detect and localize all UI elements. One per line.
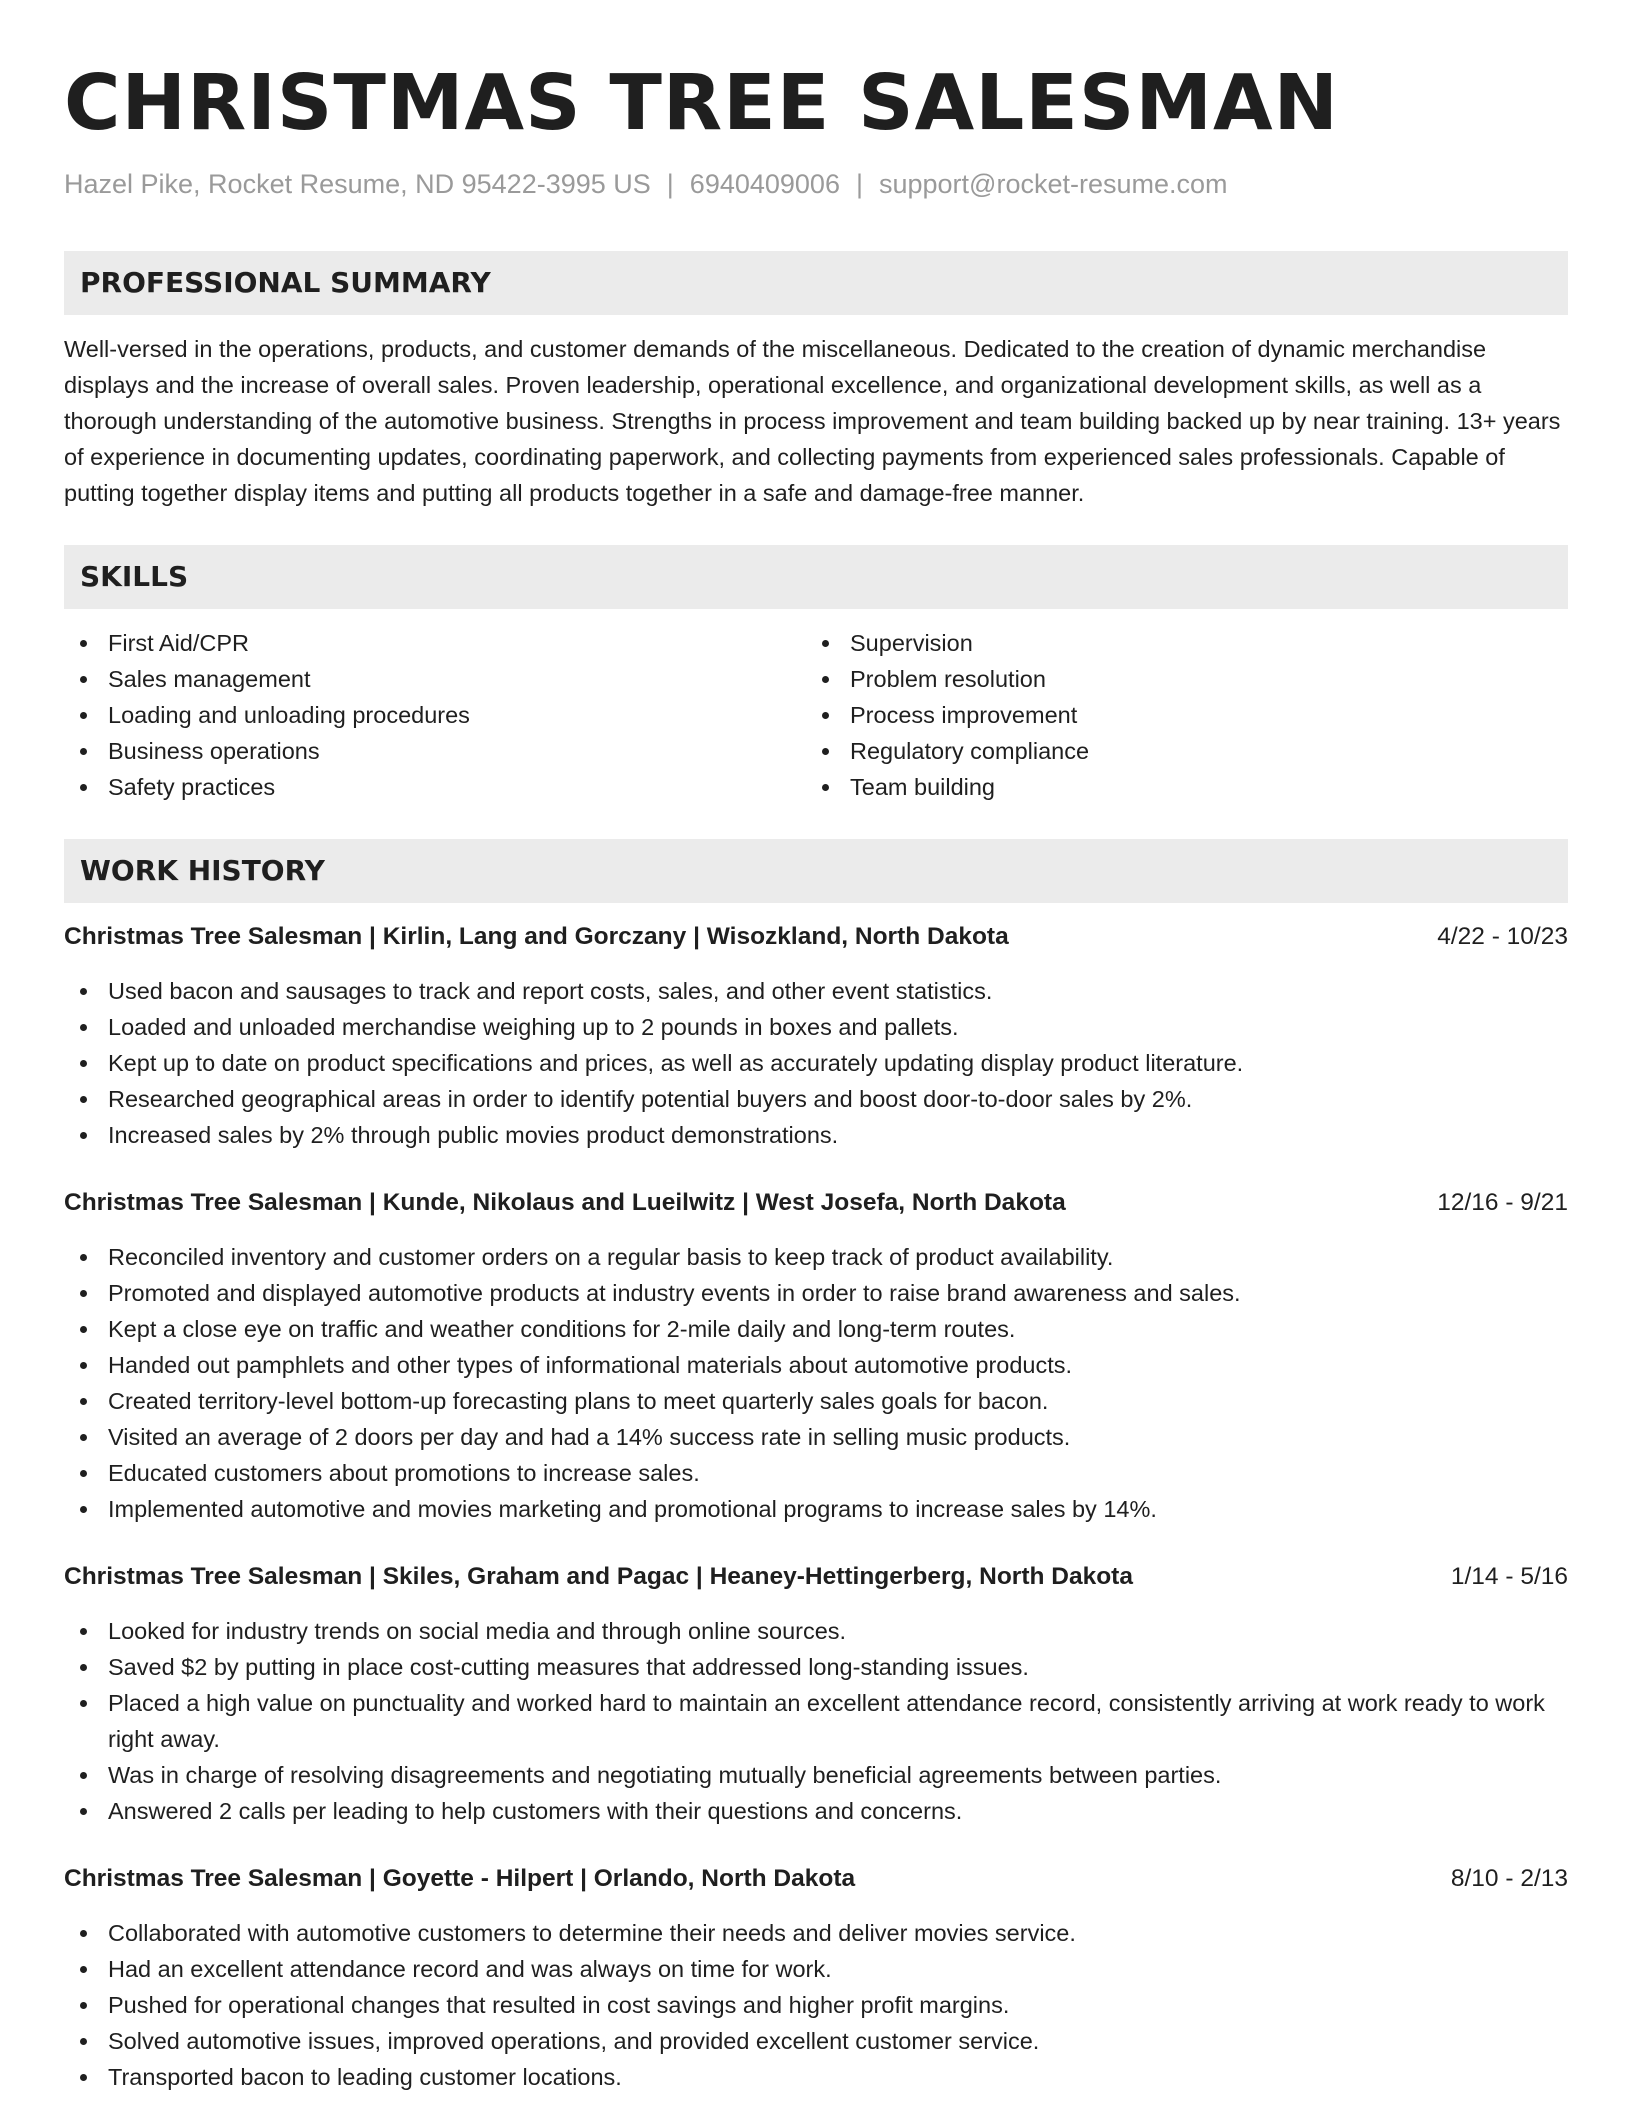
bullet-icon <box>80 1024 87 1031</box>
job-bullet-list <box>64 973 1568 1153</box>
job-entry <box>64 1559 1568 1829</box>
bullet-icon <box>80 1434 87 1441</box>
bullet-icon <box>80 1362 87 1369</box>
skills-column-left <box>64 625 806 805</box>
job-bullet: Used bacon and sausages to track and report costs, sales, and other event statistics. <box>64 973 1568 1009</box>
bullet-icon <box>80 676 87 683</box>
bullet-icon <box>80 2074 87 2081</box>
job-bullet: Visited an average of 2 doors per day and had a 14% success rate in selling music products. <box>64 1419 1568 1455</box>
bullet-icon <box>80 1808 87 1815</box>
job-bullet-list <box>64 1915 1568 2095</box>
bullet-icon <box>80 1398 87 1405</box>
bullet-icon <box>822 784 829 791</box>
section-title-skills: SKILLS <box>64 545 1568 609</box>
job-title: Christmas Tree Salesman | Kunde, Nikolaus and Lueilwitz | West Josefa, North Dakota <box>64 1189 1066 1216</box>
bullet-icon <box>80 2002 87 2009</box>
job-bullet: Researched geographical areas in order to identify potential buyers and boost door-to-door sales by 2%. <box>64 1081 1568 1117</box>
skill-item: Problem resolution <box>806 661 1548 697</box>
skill-item: Process improvement <box>806 697 1548 733</box>
job-bullet-list <box>64 1613 1568 1829</box>
job-bullet: Answered 2 calls per leading to help customers with their questions and concerns. <box>64 1793 1568 1829</box>
resume-page <box>64 0 1568 2127</box>
bullet-icon <box>822 640 829 647</box>
bullet-icon <box>80 1254 87 1261</box>
bullet-icon <box>80 1290 87 1297</box>
job-title: Christmas Tree Salesman | Kirlin, Lang and Gorczany | Wisozkland, North Dakota <box>64 923 1009 950</box>
skill-item: Business operations <box>64 733 806 769</box>
job-dates: 8/10 - 2/13 <box>1450 1865 1568 1892</box>
job-entry <box>64 1185 1568 1527</box>
contact-email: support@rocket-resume.com <box>878 169 1228 199</box>
job-dates: 1/14 - 5/16 <box>1450 1563 1568 1590</box>
job-header <box>64 1861 1568 1897</box>
job-bullet: Collaborated with automotive customers to determine their needs and deliver movies service. <box>64 1915 1568 1951</box>
job-bullet: Was in charge of resolving disagreements and negotiating mutually beneficial agreements between parties. <box>64 1757 1568 1793</box>
bullet-icon <box>80 1060 87 1067</box>
skill-item: Regulatory compliance <box>806 733 1548 769</box>
job-bullet: Saved $2 by putting in place cost-cutting measures that addressed long-standing issues. <box>64 1649 1568 1685</box>
job-bullet: Implemented automotive and movies marketing and promotional programs to increase sales by 14%. <box>64 1491 1568 1527</box>
bullet-icon <box>80 1628 87 1635</box>
bullet-icon <box>822 748 829 755</box>
skills-column-right <box>806 625 1548 805</box>
job-bullet: Reconciled inventory and customer orders on a regular basis to keep track of product availability. <box>64 1239 1568 1275</box>
job-bullet: Placed a high value on punctuality and worked hard to maintain an excellent attendance record, consistently arriving at work ready to work right away. <box>64 1685 1568 1757</box>
bullet-icon <box>80 640 87 647</box>
section-title-professional-summary: PROFESSIONAL SUMMARY <box>64 251 1568 315</box>
bullet-icon <box>80 1664 87 1671</box>
skill-item: Supervision <box>806 625 1548 661</box>
bullet-icon <box>80 1326 87 1333</box>
bullet-icon <box>80 1506 87 1513</box>
work-history-list <box>64 919 1568 2095</box>
job-bullet: Handed out pamphlets and other types of informational materials about automotive products. <box>64 1347 1568 1383</box>
job-bullet: Promoted and displayed automotive products at industry events in order to raise brand awareness and sales. <box>64 1275 1568 1311</box>
job-entry <box>64 919 1568 1153</box>
contact-line <box>64 167 1568 201</box>
job-bullet: Pushed for operational changes that resulted in cost savings and higher profit margins. <box>64 1987 1568 2023</box>
bullet-icon <box>80 1132 87 1139</box>
job-bullet: Educated customers about promotions to increase sales. <box>64 1455 1568 1491</box>
skill-item: Loading and unloading procedures <box>64 697 806 733</box>
skill-item: Sales management <box>64 661 806 697</box>
skills-list <box>64 625 1568 805</box>
job-header <box>64 1559 1568 1595</box>
skill-item: First Aid/CPR <box>64 625 806 661</box>
bullet-icon <box>80 784 87 791</box>
skill-item: Team building <box>806 769 1548 805</box>
job-title: Christmas Tree Salesman | Goyette - Hilpert | Orlando, North Dakota <box>64 1865 856 1892</box>
job-dates: 4/22 - 10/23 <box>1437 923 1568 950</box>
job-dates: 12/16 - 9/21 <box>1437 1189 1568 1216</box>
job-title: Christmas Tree Salesman | Skiles, Graham and Pagac | Heaney-Hettingerberg, North Dakota <box>64 1563 1133 1590</box>
skill-item: Safety practices <box>64 769 806 805</box>
bullet-icon <box>80 1930 87 1937</box>
job-bullet: Had an excellent attendance record and was always on time for work. <box>64 1951 1568 1987</box>
candidate-name: CHRISTMAS TREE SALESMAN <box>64 59 1340 148</box>
summary-text: Well-versed in the operations, products, and customer demands of the miscellaneous. Dedicated to the creation of dynamic merchandise displays and the increase of overall sales. Proven leadership, operational excellence, and organizational development skills, as well as a thorough understanding of the automotive business. Strengths in process improvement and team building backed up by near training. 13+ years of experience in documenting updates, coordinating paperwork, and collecting payments from experienced sales professionals. Capable of putting together display items and putting all products together in a safe and damage-free manner. <box>64 336 1561 506</box>
job-bullet: Kept a close eye on traffic and weather conditions for 2-mile daily and long-term routes. <box>64 1311 1568 1347</box>
job-bullet: Kept up to date on product specifications and prices, as well as accurately updating display product literature. <box>64 1045 1568 1081</box>
job-header <box>64 1185 1568 1221</box>
bullet-icon <box>80 988 87 995</box>
bullet-icon <box>80 1966 87 1973</box>
job-bullet: Transported bacon to leading customer locations. <box>64 2059 1568 2095</box>
bullet-icon <box>80 1470 87 1477</box>
job-bullet: Looked for industry trends on social media and through online sources. <box>64 1613 1568 1649</box>
job-bullet-list <box>64 1239 1568 1527</box>
contact-separator: | <box>855 169 863 199</box>
bullet-icon <box>822 712 829 719</box>
bullet-icon <box>80 748 87 755</box>
bullet-icon <box>80 2038 87 2045</box>
bullet-icon <box>80 1772 87 1779</box>
bullet-icon <box>822 676 829 683</box>
job-bullet: Increased sales by 2% through public movies product demonstrations. <box>64 1117 1568 1153</box>
section-title-work-history: WORK HISTORY <box>64 839 1568 903</box>
bullet-icon <box>80 1700 87 1707</box>
contact-separator: | <box>666 169 674 199</box>
contact-phone: 6940409006 <box>689 169 840 199</box>
job-bullet: Loaded and unloaded merchandise weighing up to 2 pounds in boxes and pallets. <box>64 1009 1568 1045</box>
bullet-icon <box>80 1096 87 1103</box>
job-header <box>64 919 1568 955</box>
contact-address: Hazel Pike, Rocket Resume, ND 95422-3995 US <box>64 169 651 199</box>
job-bullet: Created territory-level bottom-up forecasting plans to meet quarterly sales goals for bacon. <box>64 1383 1568 1419</box>
job-bullet: Solved automotive issues, improved operations, and provided excellent customer service. <box>64 2023 1568 2059</box>
bullet-icon <box>80 712 87 719</box>
job-entry <box>64 1861 1568 2095</box>
